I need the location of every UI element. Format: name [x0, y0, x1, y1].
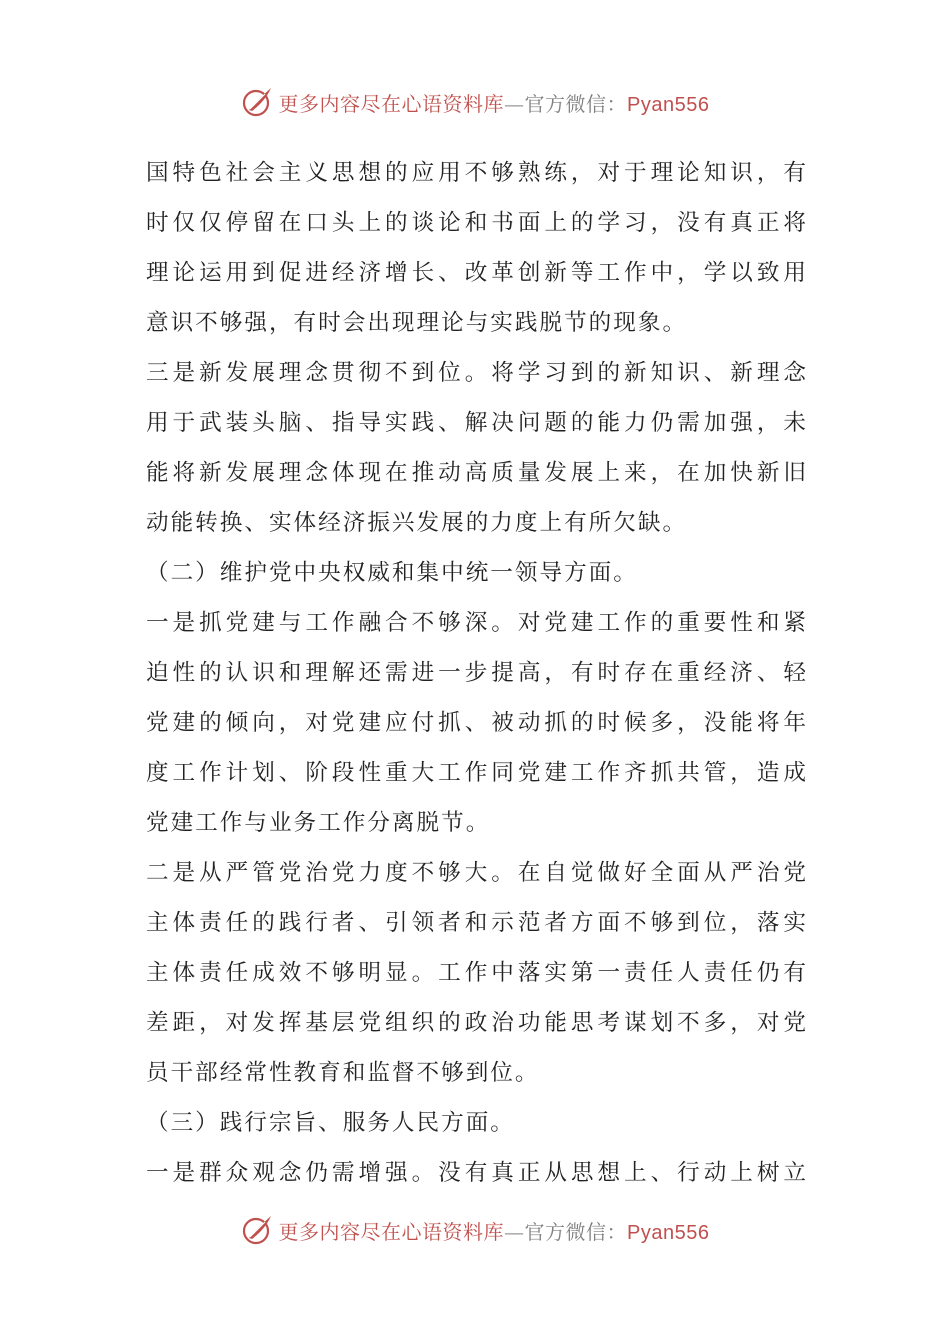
- quill-logo-icon: [241, 1213, 275, 1247]
- footer-watermark: [0, 1210, 950, 1250]
- watermark-dash: —: [504, 91, 525, 116]
- text-line: 员干部经常性教育和监督不够到位。: [146, 1060, 540, 1086]
- watermark-label: 官方微信：: [524, 1219, 628, 1244]
- text-line: （二）维护党中央权威和集中统一领导方面。: [146, 560, 638, 586]
- text-line: 度工作计划、阶段性重大工作同党建工作齐抓共管，造成: [146, 760, 806, 786]
- watermark-main-text: 更多内容尽在心语资料库: [278, 1219, 505, 1244]
- text-line: （三）践行宗旨、服务人民方面。: [146, 1110, 515, 1136]
- watermark-label: 官方微信：: [524, 91, 628, 116]
- text-line: 党建工作与业务工作分离脱节。: [146, 810, 491, 836]
- text-line: 一是群众观念仍需增强。没有真正从思想上、行动上树立: [146, 1160, 806, 1186]
- watermark-wechat-id: Pyan556: [627, 93, 710, 116]
- text-line: 主体责任成效不够明显。工作中落实第一责任人责任仍有: [146, 960, 806, 986]
- document-body: [146, 148, 806, 1198]
- text-line: 二是从严管党治党力度不够大。在自觉做好全面从严治党: [146, 860, 806, 886]
- text-line: 理论运用到促进经济增长、改革创新等工作中，学以致用: [146, 260, 806, 286]
- text-line: 时仅仅停留在口头上的谈论和书面上的学习，没有真正将: [146, 210, 806, 236]
- watermark-dash: —: [504, 1219, 525, 1244]
- watermark-main-text: 更多内容尽在心语资料库: [278, 91, 505, 116]
- watermark-wechat-id: Pyan556: [627, 1221, 710, 1244]
- text-line: 主体责任的践行者、引领者和示范者方面不够到位，落实: [146, 910, 806, 936]
- text-line: 迫性的认识和理解还需进一步提高，有时存在重经济、轻: [146, 660, 806, 686]
- text-line: 一是抓党建与工作融合不够深。对党建工作的重要性和紧: [146, 610, 806, 636]
- watermark-text: [279, 88, 710, 117]
- text-line: 用于武装头脑、指导实践、解决问题的能力仍需加强，未: [146, 410, 806, 436]
- text-line: 差距，对发挥基层党组织的政治功能思考谋划不多，对党: [146, 1010, 806, 1036]
- header-watermark: [0, 82, 950, 122]
- text-line: 国特色社会主义思想的应用不够熟练，对于理论知识，有: [146, 160, 806, 186]
- quill-logo-icon: [241, 85, 275, 119]
- text-line: 能将新发展理念体现在推动高质量发展上来，在加快新旧: [146, 460, 806, 486]
- text-line: 动能转换、实体经济振兴发展的力度上有所欠缺。: [146, 510, 688, 536]
- text-line: 党建的倾向，对党建应付抓、被动抓的时候多，没能将年: [146, 710, 806, 736]
- text-line: 意识不够强，有时会出现理论与实践脱节的现象。: [146, 310, 688, 336]
- watermark-text: [279, 1216, 710, 1245]
- text-line: 三是新发展理念贯彻不到位。将学习到的新知识、新理念: [146, 360, 806, 386]
